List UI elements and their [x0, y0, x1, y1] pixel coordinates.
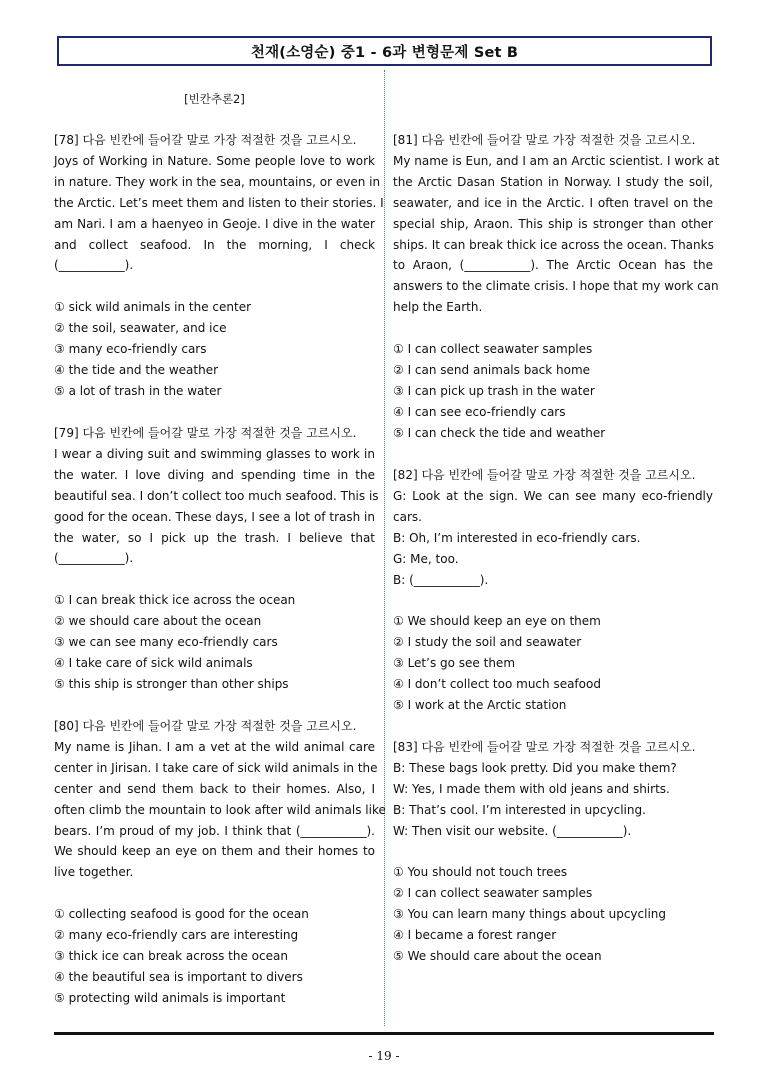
question-title: [83] 다음 빈칸에 들어갈 말로 가장 적절한 것을 고르시오.	[393, 740, 696, 754]
passage-line: cars.	[393, 509, 422, 524]
passage-line: W: Yes, I made them with old jeans and shirts.	[393, 781, 670, 796]
passage-line: the water, so I pick up the trash. I believe that	[54, 530, 375, 545]
passage-line: B: Oh, I’m interested in eco-friendly cars.	[393, 530, 641, 545]
passage-line: center and send them back to their homes. Also, I	[54, 781, 375, 796]
passage-line: Joys of Working in Nature. Some people love to work	[54, 153, 375, 168]
answer-option-3[interactable]: ③ Let’s go see them	[393, 656, 516, 671]
answer-option-4[interactable]: ④ the tide and the weather	[54, 362, 219, 377]
passage-line: live together.	[54, 865, 134, 880]
passage-line: B: These bags look pretty. Did you make them?	[393, 760, 677, 775]
answer-option-1[interactable]: ① sick wild animals in the center	[54, 300, 252, 315]
passage-line: B: That’s cool. I’m interested in upcycling.	[393, 802, 646, 817]
passage-line: am Nari. I am a haenyeo in Geoje. I dive in the water	[54, 216, 375, 231]
answer-option-4[interactable]: ④ I take care of sick wild animals	[54, 655, 253, 670]
passage-line: the Arctic Dasan Station in Norway. I study the soil,	[393, 174, 713, 189]
header-box	[57, 36, 712, 66]
passage-line: the water. I love diving and spending time in the	[54, 467, 375, 482]
spacer	[54, 883, 375, 904]
question-80	[54, 716, 386, 1009]
question-passage	[393, 758, 713, 842]
passage-line: B: (___________).	[393, 572, 489, 587]
answer-option-1[interactable]: ① You should not touch trees	[393, 865, 568, 880]
passage-line: special ship, Araon. This ship is stronger than other	[393, 216, 713, 231]
answer-option-2[interactable]: ② I study the soil and seawater	[393, 635, 582, 650]
answer-option-3[interactable]: ③ we can see many eco-friendly cars	[54, 635, 278, 650]
answer-option-3[interactable]: ③ I can pick up trash in the water	[393, 383, 595, 398]
question-passage	[54, 151, 384, 276]
question-title: [81] 다음 빈칸에 들어갈 말로 가장 적절한 것을 고르시오.	[393, 133, 696, 147]
passage-line: We should keep an eye on them and their homes to	[54, 844, 375, 859]
passage-line: seawater, and ice in the Arctic. I often travel on the	[393, 195, 713, 210]
section-label: [빈칸추론2]	[184, 92, 245, 106]
answer-option-2[interactable]: ② I can send animals back home	[393, 362, 591, 377]
spacer	[54, 276, 375, 297]
answer-option-2[interactable]: ② many eco-friendly cars are interesting	[54, 928, 299, 943]
passage-line: answers to the climate crisis. I hope that my work can	[393, 279, 719, 294]
answer-option-4[interactable]: ④ I can see eco-friendly cars	[393, 404, 566, 419]
question-passage	[393, 486, 713, 591]
page-title: 천재(소영순) 중1 - 6과 변형문제 Set B	[250, 44, 519, 61]
passage-line: help the Earth.	[393, 300, 483, 315]
bottom-rule	[54, 1032, 714, 1035]
column-divider	[384, 70, 385, 1026]
spacer	[393, 590, 713, 611]
spacer	[54, 569, 375, 590]
answer-option-2[interactable]: ② we should care about the ocean	[54, 614, 262, 629]
passage-line: to Araon, (___________). The Arctic Ocean has the	[393, 258, 713, 273]
question-passage	[54, 737, 386, 883]
answer-option-5[interactable]: ⑤ this ship is stronger than other ships	[54, 676, 289, 691]
passage-line: (___________).	[54, 551, 134, 566]
question-title: [80] 다음 빈칸에 들어갈 말로 가장 적절한 것을 고르시오.	[54, 719, 357, 733]
page-number: - 19 -	[368, 1049, 400, 1063]
passage-line: My name is Jihan. I am a vet at the wild animal care	[54, 739, 375, 754]
question-82	[393, 465, 713, 716]
answer-option-1[interactable]: ① collecting seafood is good for the ocean	[54, 907, 309, 922]
question-title: [78] 다음 빈칸에 들어갈 말로 가장 적절한 것을 고르시오.	[54, 133, 357, 147]
passage-line: often climb the mountain to look after wild animals like	[54, 802, 386, 817]
passage-line: in nature. They work in the sea, mountains, or even in	[54, 174, 381, 189]
question-passage	[54, 444, 379, 569]
answer-option-5[interactable]: ⑤ I can check the tide and weather	[393, 425, 606, 440]
passage-line: My name is Eun, and I am an Arctic scientist. I work at	[393, 153, 720, 168]
answer-option-1[interactable]: ① I can collect seawater samples	[393, 342, 593, 357]
passage-line: beautiful sea. I don’t collect too much seafood. This is	[54, 488, 379, 503]
answer-option-1[interactable]: ① I can break thick ice across the ocean	[54, 593, 296, 608]
answer-option-4[interactable]: ④ the beautiful sea is important to divers	[54, 969, 303, 984]
question-81	[393, 130, 720, 444]
answer-option-2[interactable]: ② I can collect seawater samples	[393, 886, 593, 901]
answer-option-1[interactable]: ① We should keep an eye on them	[393, 614, 601, 629]
question-title: [79] 다음 빈칸에 들어갈 말로 가장 적절한 것을 고르시오.	[54, 426, 357, 440]
answer-option-5[interactable]: ⑤ I work at the Arctic station	[393, 697, 567, 712]
answer-option-2[interactable]: ② the soil, seawater, and ice	[54, 321, 227, 336]
passage-line: good for the ocean. These days, I see a lot of trash in	[54, 509, 375, 524]
passage-line: W: Then visit our website. (___________).	[393, 823, 632, 838]
question-78	[54, 130, 384, 402]
answer-option-3[interactable]: ③ thick ice can break across the ocean	[54, 948, 288, 963]
answer-option-3[interactable]: ③ many eco-friendly cars	[54, 342, 207, 357]
passage-line: the Arctic. Let’s meet them and listen to their stories. I	[54, 195, 384, 210]
question-passage	[393, 151, 720, 318]
passage-line: G: Me, too.	[393, 551, 459, 566]
passage-line: G: Look at the sign. We can see many eco-friendly	[393, 488, 713, 503]
passage-line: bears. I’m proud of my job. I think that (___________).	[54, 823, 375, 838]
answer-option-3[interactable]: ③ You can learn many things about upcycling	[393, 907, 666, 922]
answer-option-5[interactable]: ⑤ We should care about the ocean	[393, 949, 602, 964]
spacer	[393, 318, 713, 339]
question-title: [82] 다음 빈칸에 들어갈 말로 가장 적절한 것을 고르시오.	[393, 468, 696, 482]
passage-line: I wear a diving suit and swimming glasses to work in	[54, 446, 375, 461]
answer-option-4[interactable]: ④ I became a forest ranger	[393, 928, 557, 943]
answer-option-4[interactable]: ④ I don’t collect too much seafood	[393, 677, 601, 692]
spacer	[393, 842, 713, 863]
passage-line: and collect seafood. In the morning, I check	[54, 237, 375, 252]
passage-line: (___________).	[54, 258, 134, 273]
question-83	[393, 737, 713, 967]
passage-line: center in Jirisan. I take care of sick wild animals in the	[54, 760, 378, 775]
answer-option-5[interactable]: ⑤ a lot of trash in the water	[54, 383, 222, 398]
passage-line: ships. It can break thick ice across the ocean. Thanks	[393, 237, 714, 252]
answer-option-5[interactable]: ⑤ protecting wild animals is important	[54, 990, 286, 1005]
question-79	[54, 423, 379, 695]
